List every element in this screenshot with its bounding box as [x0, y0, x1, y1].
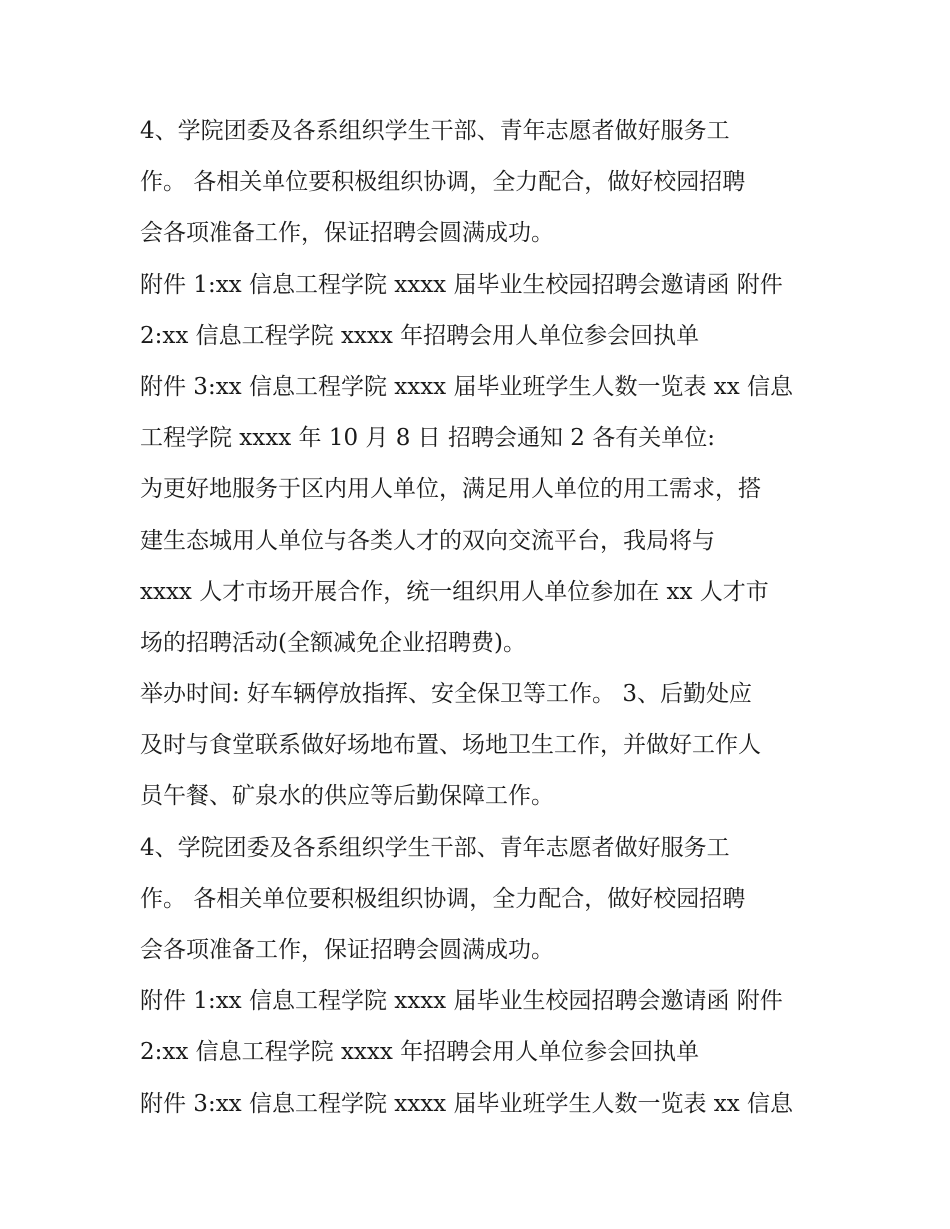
text-line: 工程学院 xxxx 年 10 月 8 日 招聘会通知 2 各有关单位:	[140, 425, 715, 452]
text-line: 员午餐、矿泉水的供应等后勤保障工作。	[140, 783, 554, 810]
text-line: 2:xx 信息工程学院 xxxx 年招聘会用人单位参会回执单	[140, 1039, 700, 1066]
text-line: 附件 1:xx 信息工程学院 xxxx 届毕业生校园招聘会邀请函 附件	[140, 271, 783, 298]
text-line: 4、学院团委及各系组织学生干部、青年志愿者做好服务工	[140, 118, 730, 144]
text-line: 附件 3:xx 信息工程学院 xxxx 届毕业班学生人数一览表 xx 信息	[140, 373, 794, 400]
text-line: 建生态城用人单位与各类人才的双向交流平台，我局将与	[140, 527, 715, 554]
text-line: 会各项准备工作，保证招聘会圆满成功。	[140, 220, 554, 247]
text-line: 为更好地服务于区内用人单位，满足用人单位的用工需求，搭	[140, 476, 761, 503]
text-line: 作。 各相关单位要积极组织协调，全力配合，做好校园招聘	[140, 885, 746, 912]
text-line: 附件 3:xx 信息工程学院 xxxx 届毕业班学生人数一览表 xx 信息	[140, 1090, 794, 1117]
text-line: 作。 各相关单位要积极组织协调，全力配合，做好校园招聘	[140, 169, 746, 196]
text-line: 会各项准备工作，保证招聘会圆满成功。	[140, 937, 554, 963]
document-body	[140, 106, 820, 1130]
text-line: 2:xx 信息工程学院 xxxx 年招聘会用人单位参会回执单	[140, 322, 700, 349]
text-line: 4、学院团委及各系组织学生干部、青年志愿者做好服务工	[140, 834, 730, 861]
text-line: 及时与食堂联系做好场地布置、场地卫生工作，并做好工作人	[140, 732, 761, 759]
text-line: 场的招聘活动(全额减免企业招聘费)。	[140, 629, 526, 656]
text-line: xxxx 人才市场开展合作，统一组织用人单位参加在 xx 人才市	[140, 578, 769, 605]
text-line: 举办时间: 好车辆停放指挥、安全保卫等工作。 3、后勤处应	[140, 681, 753, 708]
text-line: 附件 1:xx 信息工程学院 xxxx 届毕业生校园招聘会邀请函 附件	[140, 988, 783, 1015]
